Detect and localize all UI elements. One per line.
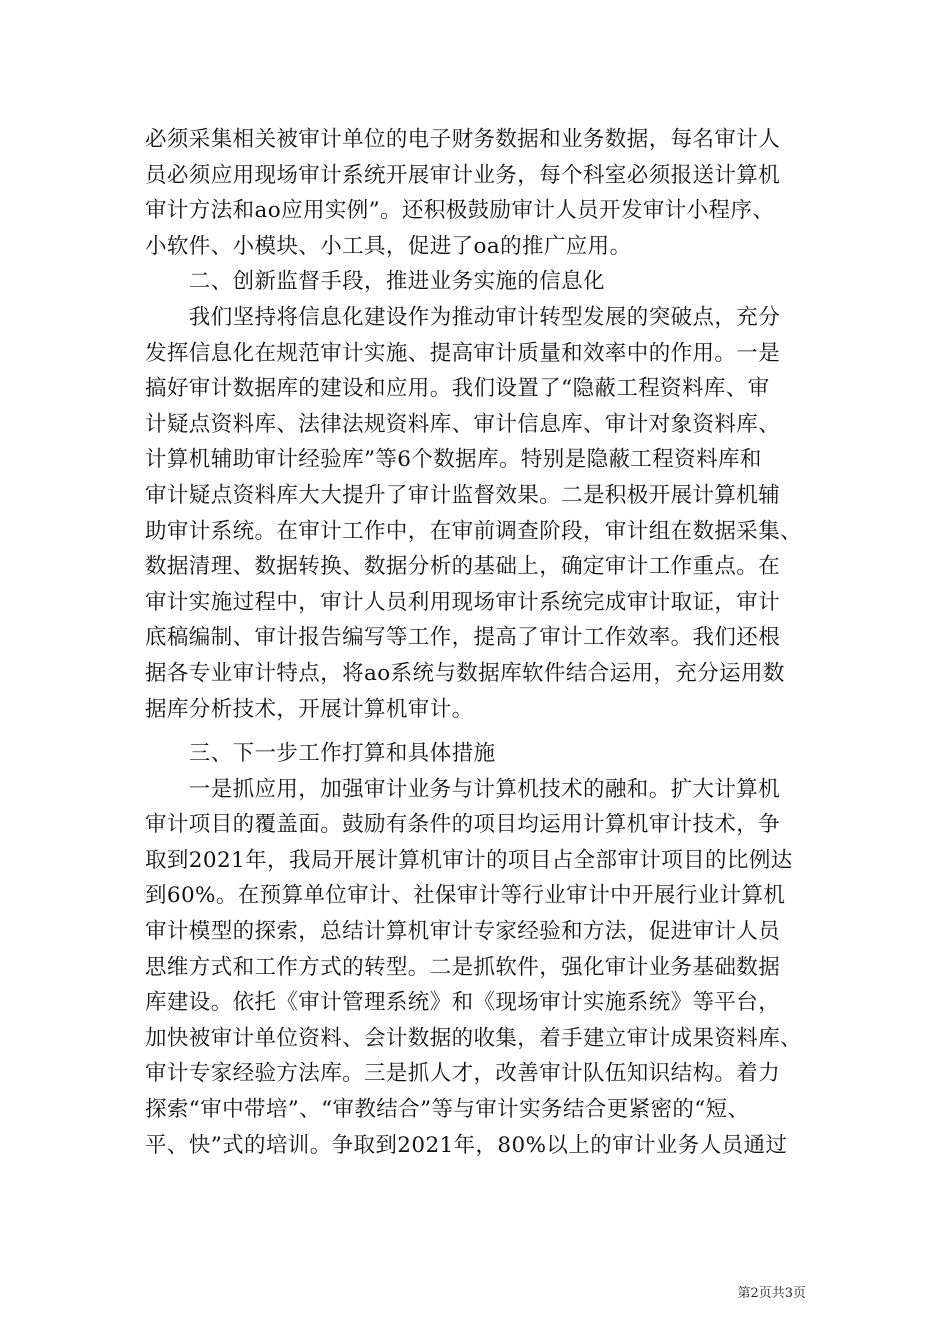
text-line: 发挥信息化在规范审计实施、提高审计质量和效率中的作用。一是 [145,340,781,366]
text-line: 审计疑点资料库大大提升了审计监督效果。二是积极开展计算机辅 [145,482,781,508]
text-line: 我们坚持将信息化建设作为推动审计转型发展的突破点，充分 [145,304,781,330]
text-line: 计算机辅助审计经验库”等6个数据库。特别是隐蔽工程资料库和 [145,447,762,473]
text-line: 审计专家经验方法库。三是抓人才，改善审计队伍知识结构。着力 [145,1061,781,1087]
text-line: 必须采集相关被审计单位的电子财务数据和业务数据，每名审计人 [145,127,781,152]
text-line: 计疑点资料库、法律法规资料库、审计信息库、审计对象资料库、 [145,411,781,437]
text-line: 平、快”式的培训。争取到2021年，80%以上的审计业务人员通过 [145,1132,788,1158]
body-text [145,122,810,1163]
text-line: 审计实施过程中，审计人员利用现场审计系统完成审计取证，审计 [145,589,781,615]
text-line: 搞好审计数据库的建设和应用。我们设置了“隐蔽工程资料库、审 [145,376,770,402]
text-line: 审计模型的探索，总结计算机审计专家经验和方法，促进审计人员 [145,919,781,945]
text-line: 探索“审中带培”、“审教结合”等与审计实务结合更紧密的“短、 [145,1097,750,1123]
text-line: 据库分析技术，开展计算机审计。 [145,696,474,722]
text-line: 数据清理、数据转换、数据分析的基础上，确定审计工作重点。在 [145,554,781,580]
section-heading-2: 二、创新监督手段，推进业务实施的信息化 [145,269,605,295]
text-line: 取到2021年，我局开展计算机审计的项目占全部审计项目的比例达 [145,847,793,873]
text-line: 审计项目的覆盖面。鼓励有条件的项目均运用计算机审计技术，争 [145,812,781,838]
text-line: 审计方法和ao应用实例”。还积极鼓励审计人员开发审计小程序、 [145,198,775,224]
text-line: 加快被审计单位资料、会计数据的收集，着手建立审计成果资料库、 [145,1025,803,1051]
text-line: 据各专业审计特点，将ao系统与数据库软件结合运用，充分运用数 [145,660,785,686]
text-line: 库建设。依托《审计管理系统》和《现场审计实施系统》等平台， [145,990,781,1016]
text-line: 到60%。在预算单位审计、社保审计等行业审计中开展行业计算机 [145,883,786,909]
text-line: 一是抓应用，加强审计业务与计算机技术的融和。扩大计算机 [145,776,781,802]
text-line: 助审计系统。在审计工作中，在审前调查阶段，审计组在数据采集、 [145,518,803,544]
text-line: 底稿编制、审计报告编写等工作，提高了审计工作效率。我们还根 [145,625,781,651]
section-heading-3: 三、下一步工作打算和具体措施 [145,741,496,767]
text-line: 员必须应用现场审计系统开展审计业务，每个科室必须报送计算机 [145,162,781,188]
page-number-footer: 第2页共3页 [737,1286,806,1301]
text-line: 小软件、小模块、小工具，促进了oa的推广应用。 [145,233,632,259]
text-line: 思维方式和工作方式的转型。二是抓软件，强化审计业务基础数据 [145,954,781,980]
